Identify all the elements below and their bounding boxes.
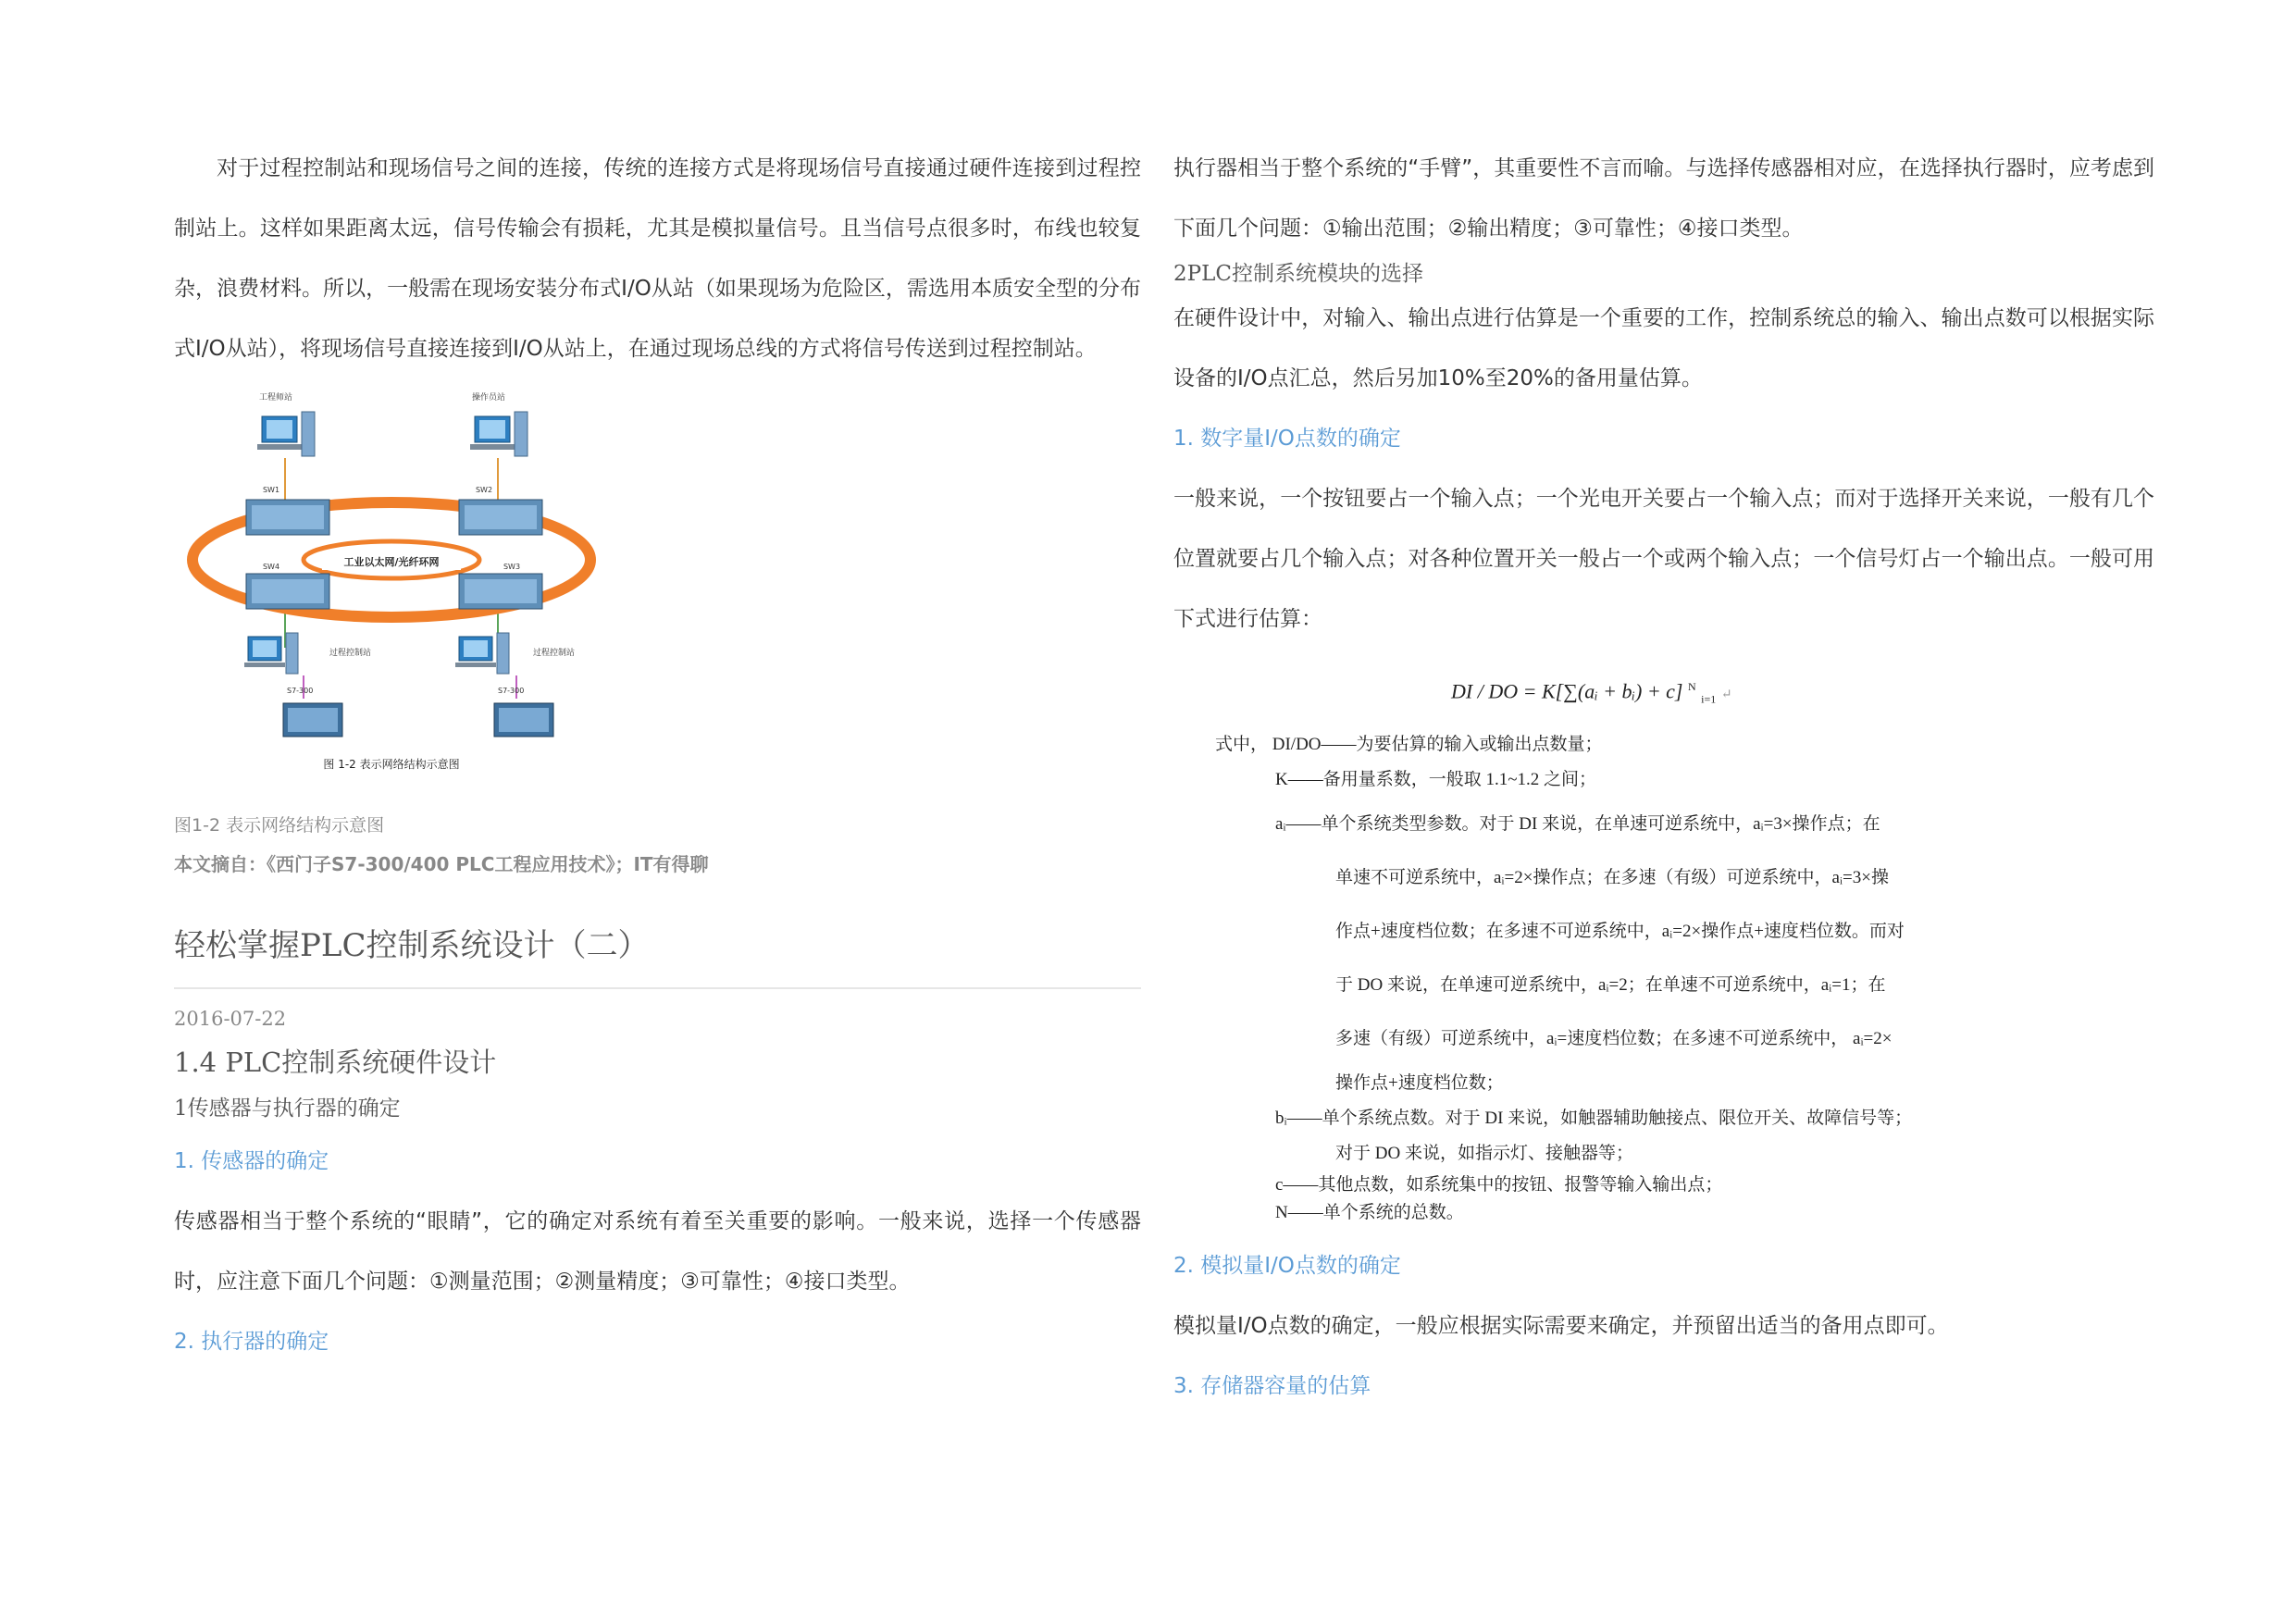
link-actuator-selection[interactable]: 2. 执行器的确定 xyxy=(174,1330,329,1354)
formula-main xyxy=(1451,668,2154,718)
network-diagram xyxy=(183,389,646,796)
formula-line: N——单个系统的总数。 xyxy=(1275,1202,1464,1222)
module-selection-heading: 2PLC控制系统模块的选择 xyxy=(1173,262,1423,286)
formula-expression: DI / DO = K[∑(aᵢ + bᵢ) + c] xyxy=(1451,679,1683,703)
paragraph-io-estimate: 在硬件设计中，对输入、输出点进行估算是一个重要的工作，控制系统总的输入、输出点数可以根据实际设备的I/O点汇总，然后另加10%至20%的备用量估算。 xyxy=(1173,306,2154,390)
formula-line: K——备用量系数，一般取 1.1~1.2 之间； xyxy=(1275,769,1597,789)
op-station-label: 操作员站 xyxy=(471,393,506,403)
article-title: 轻松掌握PLC控制系统设计（二） xyxy=(174,927,650,964)
formula-line: 式中， DI/DO——为要估算的输入或输出点数量； xyxy=(1215,734,1603,754)
link-sensor-selection[interactable]: 1. 传感器的确定 xyxy=(174,1149,329,1173)
paragraph-sensor: 传感器相当于整个系统的“眼睛”，它的确定对系统有着至关重要的影响。一般来说，选择一个传感器时，应注意下面几个问题：①测量范围；②测量精度；③可靠性；④接口类型。 xyxy=(174,1209,1141,1294)
s7-2-label: S7-300 xyxy=(498,687,525,695)
paragraph-actuator: 执行器相当于整个系统的“手臂”，其重要性不言而喻。与选择传感器相对应，在选择执行器时，应考虑到下面几个问题：①输出范围；②输出精度；③可靠性；④接口类型。 xyxy=(1173,156,2154,241)
sw4-label: SW4 xyxy=(262,563,280,571)
sw3-label: SW3 xyxy=(503,563,521,571)
formula-line: 单速不可逆系统中，aᵢ=2×操作点；在多速（有级）可逆系统中，aᵢ=3×操 xyxy=(1335,867,1889,887)
formula-line: c——其他点数，如系统集中的按钮、报警等输入输出点； xyxy=(1275,1174,1723,1195)
switch-sw2-icon xyxy=(459,500,542,535)
formula-line: 操作点+速度档位数； xyxy=(1335,1072,1504,1093)
formula-sum-bottom: i=1 xyxy=(1701,692,1717,706)
formula-line: 于 DO 来说，在单速可逆系统中，aᵢ=2；在单速不可逆系统中，aᵢ=1；在 xyxy=(1335,974,1886,995)
formula-line: 作点+速度档位数；在多速不可逆系统中，aᵢ=2×操作点+速度档位数。而对 xyxy=(1335,921,1905,941)
s7-1-label: S7-300 xyxy=(287,687,314,695)
formula-line: 对于 DO 来说，如指示灯、接触器等； xyxy=(1335,1143,1633,1163)
formula-block xyxy=(1173,668,2154,1227)
network-diagram-svg xyxy=(183,389,646,796)
left-column xyxy=(174,139,1141,1372)
article-date: 2016-07-22 xyxy=(174,1008,287,1030)
return-mark: ↵ xyxy=(1720,688,1732,702)
figure-caption: 图1-2 表示网络结构示意图 xyxy=(174,815,385,836)
formula-line: aᵢ——单个系统类型参数。对于 DI 来说，在单速可逆系统中，aᵢ=3×操作点；在 xyxy=(1275,813,1880,834)
s7-300-rack-1-icon xyxy=(283,703,342,737)
proc2-label: 过程控制站 xyxy=(533,649,576,658)
paragraph-digital-io: 一般来说，一个按钮要占一个输入点；一个光电开关要占一个输入点；而对于选择开关来说，一般有几个位置就要占几个输入点；对各种位置开关一般占一个或两个输入点；一个信号灯占一个输出点。一般可用下式进行估算： xyxy=(1173,487,2154,631)
paragraph-connection: 对于过程控制站和现场信号之间的连接，传统的连接方式是将现场信号直接通过硬件连接到过程控制站上。这样如果距离太远，信号传输会有损耗，尤其是模拟量信号。且当信号点很多时，布线也较复杂，浪费材料。所以，一般需在现场安装分布式I/O从站（如果现场为危险区，需选用本质安全型的分布式I/O从站），将现场信号直接连接到I/O从站上，在通过现场总线的方式将信号传送到过程控制站。 xyxy=(174,156,1141,361)
source-note: 本文摘自：《西门子S7-300/400 PLC工程应用技术》；IT有得聊 xyxy=(174,853,709,875)
engineering-station-icon xyxy=(257,412,315,456)
eng-station-label: 工程师站 xyxy=(258,393,293,403)
switch-sw1-icon xyxy=(246,500,329,535)
link-analog-io[interactable]: 2. 模拟量I/O点数的确定 xyxy=(1173,1253,1401,1278)
sw2-label: SW2 xyxy=(475,486,493,494)
link-memory-capacity[interactable]: 3. 存储器容量的估算 xyxy=(1173,1373,1371,1398)
formula-line: bᵢ——单个系统点数。对于 DI 来说，如触器辅助触接点、限位开关、故障信号等； xyxy=(1275,1108,1913,1128)
s7-300-rack-2-icon xyxy=(494,703,553,737)
ring-label: 工业以太网/光纤环网 xyxy=(343,556,440,568)
switch-sw3-icon xyxy=(459,574,542,609)
section-heading: 1.4 PLC控制系统硬件设计 xyxy=(174,1047,497,1078)
operator-station-icon xyxy=(470,412,527,456)
title-divider xyxy=(174,987,1141,989)
process-station-2-icon xyxy=(455,633,509,674)
paragraph-analog-io: 模拟量I/O点数的确定，一般应根据实际需要来确定，并预留出适当的备用点即可。 xyxy=(1173,1313,1949,1338)
figure-inner-caption: 图 1-2 表示网络结构示意图 xyxy=(323,758,460,771)
subsection-heading: 1传感器与执行器的确定 xyxy=(174,1096,401,1121)
process-station-1-icon xyxy=(244,633,298,674)
proc1-label: 过程控制站 xyxy=(329,649,372,658)
sw1-label: SW1 xyxy=(262,486,280,494)
link-digital-io[interactable]: 1. 数字量I/O点数的确定 xyxy=(1173,427,1401,451)
right-column xyxy=(1173,139,2154,1417)
switch-sw4-icon xyxy=(246,574,329,609)
formula-sum-top: N xyxy=(1688,680,1696,693)
formula-line: 多速（有级）可逆系统中，aᵢ=速度档位数；在多速不可逆系统中， aᵢ=2× xyxy=(1335,1028,1893,1048)
